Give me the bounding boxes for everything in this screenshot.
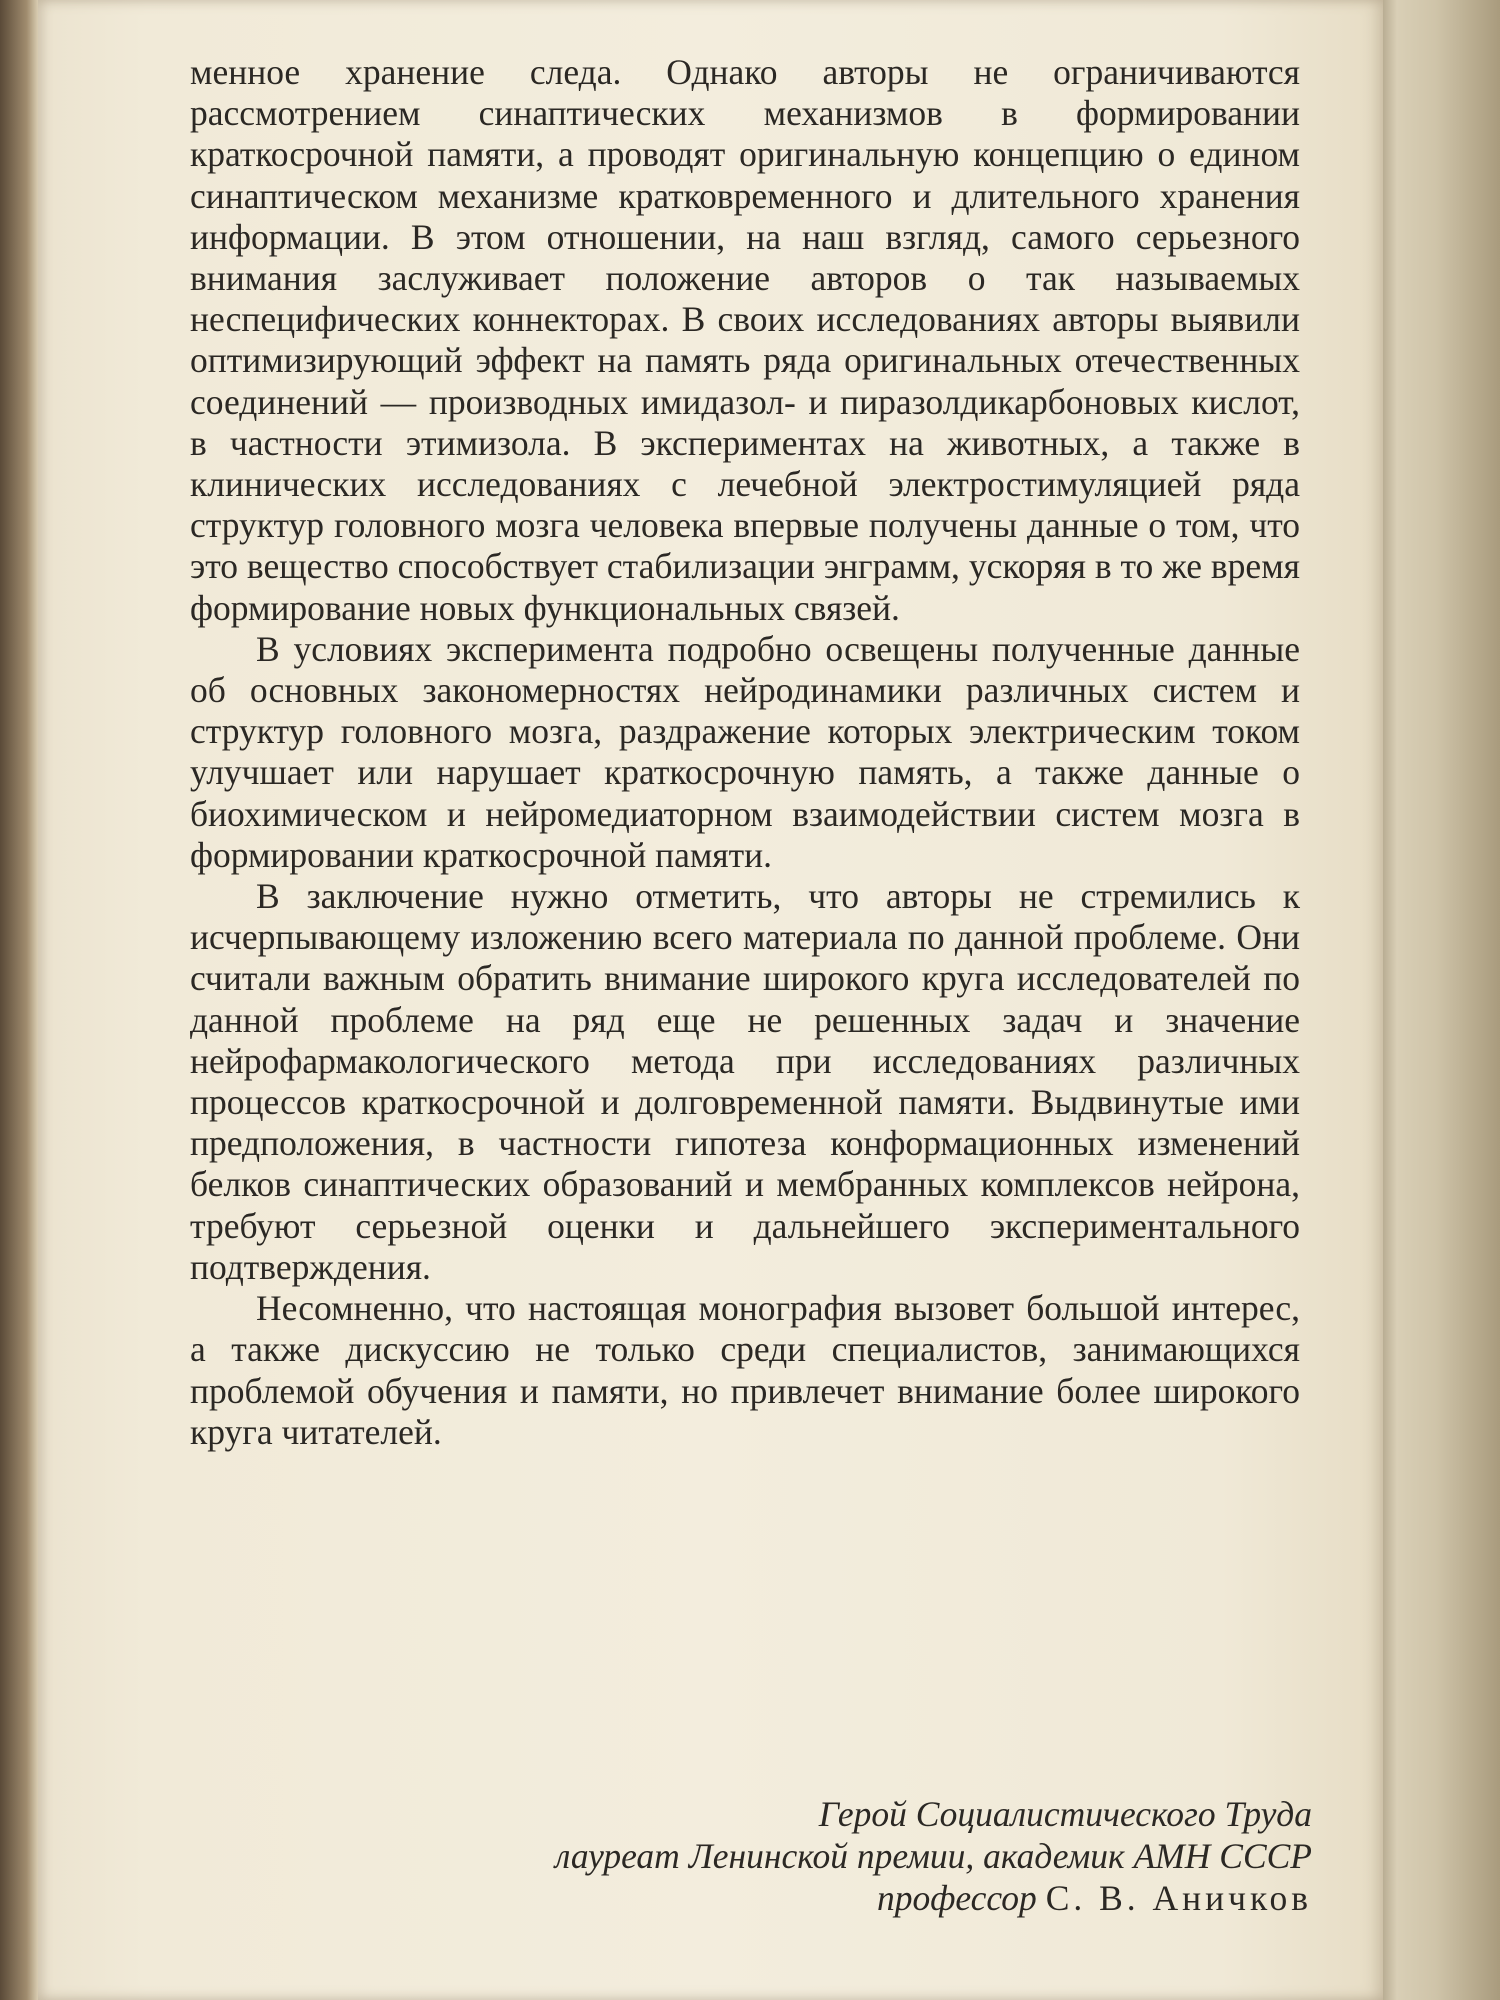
signature-block <box>300 1793 1312 1919</box>
body-text <box>190 52 1300 1453</box>
paragraph-1: менное хранение следа. Однако авторы не ограничиваются рассмотрением синаптических механизмов в формировании краткосрочной памяти, а проводят оригинальную концепцию о едином синаптическом механизме кратковременного и длительного хранения информации. В этом отношении, на наш взгляд, самого серьезного внимания заслуживает положение авторов о так называемых неспецифических коннекторах. В своих исследованиях авторы выявили оптимизирующий эффект на память ряда оригинальных отечественных соединений — производных имидазол- и пиразолдикарбоновых кислот, в частности этимизола. В экспериментах на животных, а также в клинических исследованиях с лечебной электростимуляцией ряда структур головного мозга человека впервые получены данные о том, что это вещество способствует стабилизации энграмм, ускоряя в то же время формирование новых функциональных связей. <box>190 52 1300 628</box>
book-spine-shadow <box>0 0 38 2000</box>
signature-name-line <box>300 1877 1312 1919</box>
signature-title-line: Герой Социалистического Труда <box>818 1794 1312 1834</box>
paragraph-3: В заключение нужно отметить, что авторы не стремились к исчерпывающему изложению всего материала по данной проблеме. Они считали важным обратить внимание широкого круга исследователей по данной проблеме на ряд еще не решенных задач и значение нейрофармакологического метода при исследованиях различных процессов краткосрочной и долговременной памяти. Выдвинутые ими предположения, в частности гипотеза конформационных изменений белков синаптических образований и мембранных комплексов нейрона, требуют серьезной оценки и дальнейшего экспериментального подтверждения. <box>190 876 1300 1287</box>
signature-award-line: лауреат Ленинской премии, академик АМН СССР <box>554 1836 1312 1876</box>
book-page-edges <box>1383 0 1500 2000</box>
paragraph-4: Несомненно, что настоящая монография вызовет большой интерес, а также дискуссию не только среди специалистов, занимающихся проблемой обучения и памяти, но привлечет внимание более широкого круга читателей. <box>190 1288 1300 1452</box>
signature-rank: профессор <box>876 1878 1037 1918</box>
paragraph-2: В условиях эксперимента подробно освещены полученные данные об основных закономерностях нейродинамики различных систем и структур головного мозга, раздражение которых электрическим током улучшает или нарушает краткосрочную память, а также данные о биохимическом и нейромедиаторном взаимодействии систем мозга в формировании краткосрочной памяти. <box>190 628 1300 875</box>
signature-name: С. В. Аничков <box>1045 1878 1312 1918</box>
